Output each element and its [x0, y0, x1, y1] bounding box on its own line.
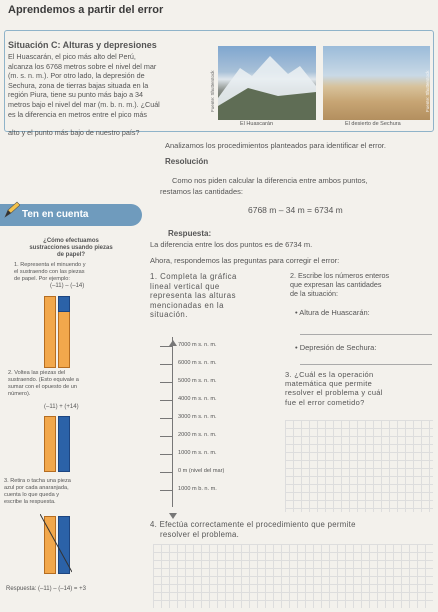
step2-expression: (–11) + (+14) — [44, 404, 79, 410]
scale-label: 5000 m s. n. m. — [178, 378, 217, 384]
scale-tick — [160, 382, 172, 383]
scale-tick — [160, 346, 172, 347]
q1-line: situación. — [150, 310, 188, 320]
step2-line: 2. Voltea las piezas del — [8, 370, 66, 376]
answer-grid-q4[interactable] — [153, 544, 433, 608]
question-2 — [290, 272, 436, 298]
step1-text — [14, 262, 144, 283]
situation-line: Sechura, zona de tierras bajas situada en la — [8, 80, 149, 90]
q2-item-sechura: • Depresión de Sechura: — [295, 343, 377, 352]
scale-tick — [160, 418, 172, 419]
q2-item-huascaran: • Altura de Huascarán: — [295, 308, 370, 317]
step1-line: de papel. Por ejemplo: — [14, 276, 70, 282]
q3-line: resolver el problema y cuál — [285, 388, 383, 398]
scale-label: 4000 m s. n. m. — [178, 396, 217, 402]
step2-text — [8, 370, 144, 398]
answer-line[interactable] — [300, 334, 432, 335]
scale-tick — [160, 490, 172, 491]
mountain-illustration — [218, 46, 316, 120]
scale-tick — [160, 454, 172, 455]
resolution-intro-1: Como nos piden calcular la diferencia entre ambos puntos, — [172, 176, 368, 185]
ten-question — [0, 238, 142, 259]
q1-line: representa las alturas — [150, 291, 236, 301]
step1-line: el sustraendo con las piezas — [14, 269, 85, 275]
situation-line: El Huascarán, el pico más alto del Perú, — [8, 52, 136, 61]
q3-line: 3. ¿Cuál es la operación — [285, 370, 374, 379]
q1-line: lineal vertical que — [150, 281, 220, 291]
ten-question-line: de papel? — [56, 252, 85, 258]
scale-label: 6000 m s. n. m. — [178, 360, 217, 366]
situation-last-line: alto y el punto más bajo de nuestro país? — [8, 128, 140, 137]
answer-text: La diferencia entre los dos puntos es de 6734 m. — [150, 240, 313, 249]
step3-line: 3. Retira o tacha una pieza — [4, 478, 71, 484]
scale-tick — [160, 436, 172, 437]
blue-piece — [58, 296, 70, 312]
resolution-heading: Resolución — [165, 157, 209, 166]
situation-line: alcanza los 6768 metros sobre el nivel del mar — [8, 61, 157, 71]
scale-label: 7000 m s. n. m. — [178, 342, 217, 348]
step1-line: 1. Representa el minuendo y — [14, 262, 86, 268]
now-text: Ahora, respondemos las preguntas para corregir el error: — [150, 256, 340, 265]
q1-line: 1. Completa la gráfica — [150, 272, 237, 281]
ten-en-cuenta-title: Ten en cuenta — [22, 209, 89, 220]
photo-credit-1: Fuente: Shutterstock — [210, 70, 215, 112]
scale-label: 3000 m s. n. m. — [178, 414, 217, 420]
photo2-caption: El desierto de Sechura — [345, 121, 401, 127]
photo-credit-2: Fuente: Shutterstock — [425, 70, 430, 112]
ten-question-line: ¿Cómo efectuamos — [43, 238, 99, 244]
orange-piece-strip — [44, 296, 56, 368]
scale-label: 1000 m b. n. m. — [178, 486, 217, 492]
orange-piece-strip — [44, 416, 56, 472]
situation-line: región Piura, tiene su punto más bajo a 34 — [8, 90, 144, 100]
q2-line: 2. Escribe los números enteros — [290, 271, 390, 280]
situation-line: es la diferencia en metros entre el pico más — [8, 109, 148, 119]
step1-expression: (–11) – (–14) — [50, 283, 85, 289]
scale-label: 2000 m s. n. m. — [178, 432, 217, 438]
step3-line: cuenta lo que queda y — [4, 492, 60, 498]
scale-label: 1000 m s. n. m. — [178, 450, 217, 456]
huascaran-photo — [218, 46, 316, 120]
blue-piece-strip — [58, 416, 70, 472]
sechura-photo — [323, 46, 430, 120]
q2-line: de la situación: — [290, 288, 338, 298]
resolution-intro-2: restamos las cantidades: — [160, 187, 243, 196]
step3-line: azul por cada anaranjada, — [4, 485, 69, 491]
scale-label: 0 m (nivel del mar) — [178, 468, 225, 474]
final-answer: Respuesta: (–11) – (–14) = +3 — [6, 586, 86, 592]
pencil-icon — [2, 200, 20, 225]
scale-tick — [160, 364, 172, 365]
answer-grid-q3[interactable] — [285, 420, 433, 512]
step3-text — [4, 478, 144, 506]
situation-line: (m. s. n. m.). Por otro lado, la depresión de — [8, 71, 145, 81]
answer-line[interactable] — [300, 364, 432, 365]
q4-line: resolver el problema. — [160, 529, 240, 539]
step2-line: sumar con el opuesto de un — [8, 384, 78, 390]
scale-tick — [160, 400, 172, 401]
photo1-caption: El Huascarán — [240, 121, 274, 127]
vertical-number-line — [172, 337, 173, 507]
step3-line: escribe la respuesta. — [4, 499, 56, 505]
q1-line: mencionadas en la — [150, 300, 224, 310]
question-4 — [150, 520, 435, 539]
situation-text — [8, 52, 213, 119]
q2-line: que expresan las cantidades — [290, 279, 382, 289]
analysis-text: Analizamos los procedimientos planteados para identificar el error. — [165, 141, 386, 150]
arrow-up-icon — [169, 333, 177, 351]
scale-tick — [160, 472, 172, 473]
question-3 — [285, 370, 435, 407]
cross-out-mark — [40, 514, 72, 579]
equation: 6768 m – 34 m = 6734 m — [248, 205, 343, 215]
page-title: Aprendemos a partir del error — [8, 4, 164, 16]
q3-line: fue el error cometido? — [285, 397, 365, 407]
situation-heading: Situación C: Alturas y depresiones — [8, 40, 157, 50]
situation-line: metros bajo el nivel del mar (m. b. n. m.). ¿Cuál — [8, 99, 160, 109]
question-1 — [150, 272, 280, 320]
ten-question-line: sustracciones usando piezas — [29, 245, 113, 251]
q4-line: 4. Efectúa correctamente el procedimiento que permite — [150, 520, 356, 529]
step2-line: sustraendo. (Esto equivale a — [8, 377, 79, 383]
q3-line: matemática que permite — [285, 379, 373, 389]
step2-line: número). — [8, 391, 31, 397]
answer-label: Respuesta: — [168, 229, 212, 238]
